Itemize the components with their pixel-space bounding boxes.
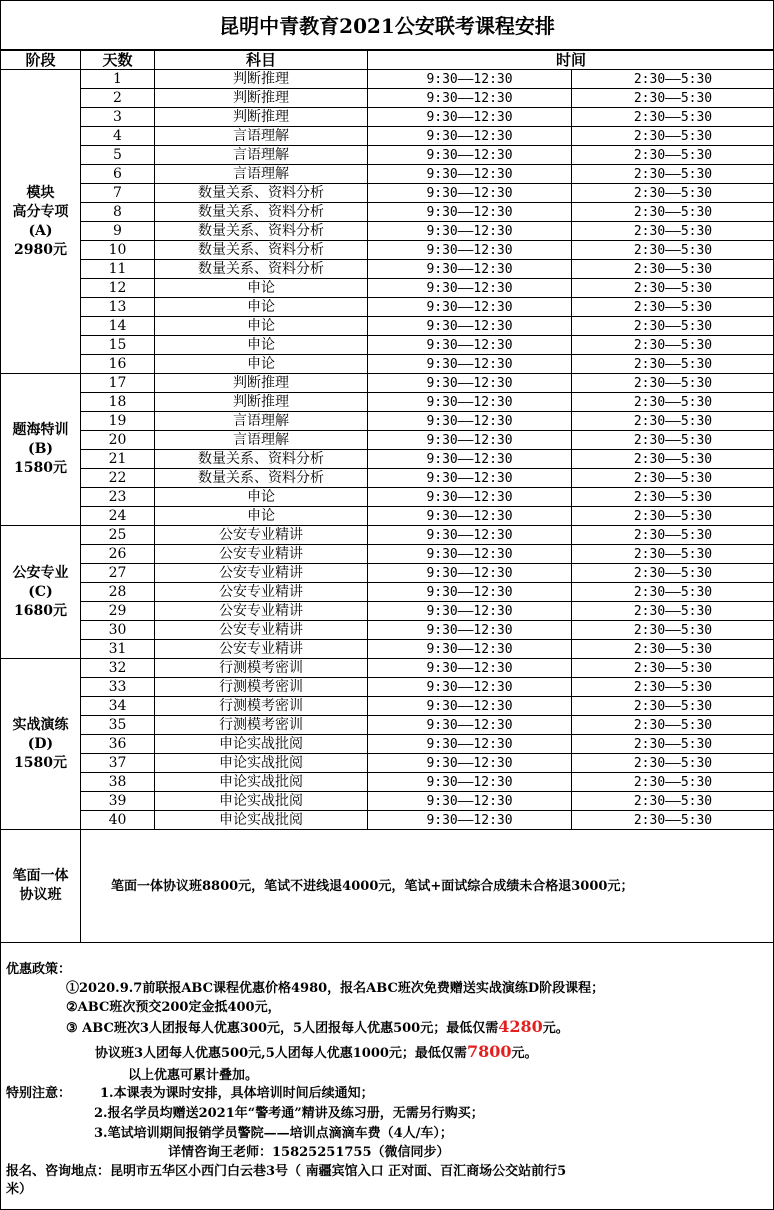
- table-row: [1, 545, 774, 564]
- afternoon-time-cell: 2:30——5:30: [572, 754, 774, 773]
- morning-time-cell: 9:30——12:30: [368, 298, 572, 317]
- afternoon-time-cell: 2:30——5:30: [572, 811, 774, 830]
- morning-time-cell: 9:30——12:30: [368, 355, 572, 374]
- subject-cell: 公安专业精讲: [155, 564, 368, 583]
- subject-cell: 判断推理: [155, 89, 368, 108]
- day-cell: 14: [81, 317, 155, 336]
- day-cell: 35: [81, 716, 155, 735]
- subject-cell: 判断推理: [155, 393, 368, 412]
- subject-cell: 申论实战批阅: [155, 773, 368, 792]
- afternoon-time-cell: 2:30——5:30: [572, 507, 774, 526]
- subject-cell: 数量关系、资料分析: [155, 203, 368, 222]
- day-cell: 38: [81, 773, 155, 792]
- header-subject: 科目: [155, 51, 368, 70]
- subject-cell: 申论实战批阅: [155, 811, 368, 830]
- subject-cell: 公安专业精讲: [155, 545, 368, 564]
- table-row: [1, 127, 774, 146]
- morning-time-cell: 9:30——12:30: [368, 279, 572, 298]
- phase-label-line: (B): [27, 441, 54, 457]
- afternoon-time-cell: 2:30——5:30: [572, 165, 774, 184]
- table-row: [1, 640, 774, 659]
- table-row: [1, 279, 774, 298]
- morning-time-cell: 9:30——12:30: [368, 735, 572, 754]
- day-cell: 28: [81, 583, 155, 602]
- table-row: [1, 754, 774, 773]
- table-row: [1, 621, 774, 640]
- policy-item-4-suffix: 元。: [511, 1046, 538, 1061]
- subject-cell: 行测模考密训: [155, 678, 368, 697]
- subject-cell: 判断推理: [155, 70, 368, 89]
- day-cell: 3: [81, 108, 155, 127]
- morning-time-cell: 9:30——12:30: [368, 184, 572, 203]
- subject-cell: 言语理解: [155, 165, 368, 184]
- phase-label-line: 1580元: [14, 460, 67, 476]
- day-cell: 20: [81, 431, 155, 450]
- combo-description: 笔面一体协议班8800元，笔试不进线退4000元，笔试+面试综合成绩未合格退3000元；: [81, 830, 774, 943]
- subject-cell: 数量关系、资料分析: [155, 184, 368, 203]
- afternoon-time-cell: 2:30——5:30: [572, 222, 774, 241]
- subject-cell: 数量关系、资料分析: [155, 469, 368, 488]
- schedule-body: [1, 70, 774, 943]
- combo-label: [1, 830, 81, 943]
- morning-time-cell: 9:30——12:30: [368, 640, 572, 659]
- morning-time-cell: 9:30——12:30: [368, 89, 572, 108]
- afternoon-time-cell: 2:30——5:30: [572, 393, 774, 412]
- phase-label-line: 模块: [26, 184, 55, 201]
- table-row: [1, 583, 774, 602]
- day-cell: 9: [81, 222, 155, 241]
- table-row: [1, 374, 774, 393]
- day-cell: 26: [81, 545, 155, 564]
- morning-time-cell: 9:30——12:30: [368, 70, 572, 89]
- subject-cell: 申论: [155, 355, 368, 374]
- subject-cell: 公安专业精讲: [155, 640, 368, 659]
- morning-time-cell: 9:30——12:30: [368, 203, 572, 222]
- table-row: [1, 678, 774, 697]
- table-row: [1, 184, 774, 203]
- morning-time-cell: 9:30——12:30: [368, 260, 572, 279]
- special-item-1: 1.本课表为课时安排，具体培训时间后续通知；: [100, 1086, 374, 1101]
- phase-label-line: 1580元: [14, 754, 67, 771]
- afternoon-time-cell: 2:30——5:30: [572, 374, 774, 393]
- morning-time-cell: 9:30——12:30: [368, 602, 572, 621]
- table-row: [1, 811, 774, 830]
- day-cell: 6: [81, 165, 155, 184]
- table-row: [1, 165, 774, 184]
- phase-label-line: (D): [27, 735, 54, 752]
- subject-cell: 判断推理: [155, 108, 368, 127]
- day-cell: 30: [81, 621, 155, 640]
- subject-cell: 行测模考密训: [155, 659, 368, 678]
- table-row: [1, 735, 774, 754]
- day-cell: 4: [81, 127, 155, 146]
- day-cell: 17: [81, 374, 155, 393]
- day-cell: 33: [81, 678, 155, 697]
- day-cell: 34: [81, 697, 155, 716]
- combo-row: [1, 830, 774, 943]
- day-cell: 10: [81, 241, 155, 260]
- policy-item-4-price: 7800: [466, 1042, 512, 1061]
- afternoon-time-cell: 2:30——5:30: [572, 792, 774, 811]
- phase-label-line: 题海特训: [12, 422, 69, 438]
- table-row: [1, 298, 774, 317]
- day-cell: 40: [81, 811, 155, 830]
- special-item-2: 2.报名学员均赠送2021年“警考通”精讲及练习册，无需另行购买；: [94, 1106, 484, 1121]
- afternoon-time-cell: 2:30——5:30: [572, 716, 774, 735]
- afternoon-time-cell: 2:30——5:30: [572, 564, 774, 583]
- afternoon-time-cell: 2:30——5:30: [572, 773, 774, 792]
- phase-label-line: 实战演练: [12, 716, 69, 733]
- subject-cell: 言语理解: [155, 412, 368, 431]
- morning-time-cell: 9:30——12:30: [368, 583, 572, 602]
- header-phase: 阶段: [1, 51, 81, 70]
- morning-time-cell: 9:30——12:30: [368, 621, 572, 640]
- address-line-2: 米）: [6, 1182, 33, 1197]
- day-cell: 18: [81, 393, 155, 412]
- afternoon-time-cell: 2:30——5:30: [572, 108, 774, 127]
- morning-time-cell: 9:30——12:30: [368, 336, 572, 355]
- subject-cell: 数量关系、资料分析: [155, 241, 368, 260]
- day-cell: 2: [81, 89, 155, 108]
- afternoon-time-cell: 2:30——5:30: [572, 279, 774, 298]
- afternoon-time-cell: 2:30——5:30: [572, 602, 774, 621]
- afternoon-time-cell: 2:30——5:30: [572, 127, 774, 146]
- afternoon-time-cell: 2:30——5:30: [572, 70, 774, 89]
- subject-cell: 申论实战批阅: [155, 735, 368, 754]
- header-day: 天数: [81, 51, 155, 70]
- day-cell: 39: [81, 792, 155, 811]
- phase-label-line: 公安专业: [12, 564, 69, 581]
- afternoon-time-cell: 2:30——5:30: [572, 735, 774, 754]
- morning-time-cell: 9:30——12:30: [368, 811, 572, 830]
- subject-cell: 申论: [155, 317, 368, 336]
- day-cell: 31: [81, 640, 155, 659]
- subject-cell: 公安专业精讲: [155, 583, 368, 602]
- special-item-3: 3.笔试培训期间报销学员警院——培训点滴滴车费（4人/车）；: [94, 1126, 453, 1141]
- policy-item-2: ②ABC班次预交200定金抵400元，: [66, 1000, 281, 1015]
- table-row: [1, 146, 774, 165]
- morning-time-cell: 9:30——12:30: [368, 697, 572, 716]
- phase-label: [1, 659, 81, 830]
- header-time: 时间: [368, 51, 774, 70]
- table-row: [1, 260, 774, 279]
- afternoon-time-cell: 2:30——5:30: [572, 678, 774, 697]
- combo-label-line: 笔面一体: [12, 868, 69, 884]
- day-cell: 24: [81, 507, 155, 526]
- subject-cell: 行测模考密训: [155, 697, 368, 716]
- table-row: [1, 70, 774, 89]
- morning-time-cell: 9:30——12:30: [368, 678, 572, 697]
- day-cell: 37: [81, 754, 155, 773]
- phase-label-line: 2980元: [14, 241, 67, 258]
- subject-cell: 行测模考密训: [155, 716, 368, 735]
- table-row: [1, 450, 774, 469]
- policy-item-3-suffix: 元。: [542, 1021, 569, 1036]
- morning-time-cell: 9:30——12:30: [368, 374, 572, 393]
- afternoon-time-cell: 2:30——5:30: [572, 89, 774, 108]
- policy-item-3-price: 4280: [498, 1017, 543, 1036]
- table-row: [1, 469, 774, 488]
- subject-cell: 数量关系、资料分析: [155, 222, 368, 241]
- morning-time-cell: 9:30——12:30: [368, 127, 572, 146]
- afternoon-time-cell: 2:30——5:30: [572, 583, 774, 602]
- day-cell: 23: [81, 488, 155, 507]
- morning-time-cell: 9:30——12:30: [368, 412, 572, 431]
- subject-cell: 申论实战批阅: [155, 754, 368, 773]
- day-cell: 5: [81, 146, 155, 165]
- morning-time-cell: 9:30——12:30: [368, 792, 572, 811]
- subject-cell: 公安专业精讲: [155, 526, 368, 545]
- morning-time-cell: 9:30——12:30: [368, 507, 572, 526]
- afternoon-time-cell: 2:30——5:30: [572, 298, 774, 317]
- afternoon-time-cell: 2:30——5:30: [572, 184, 774, 203]
- table-row: [1, 317, 774, 336]
- morning-time-cell: 9:30——12:30: [368, 317, 572, 336]
- day-cell: 15: [81, 336, 155, 355]
- morning-time-cell: 9:30——12:30: [368, 108, 572, 127]
- address-line-1: 报名、咨询地点：昆明市五华区小西门白云巷3号（ 南疆宾馆入口 正对面、百汇商场公交站前行5: [6, 1164, 567, 1179]
- afternoon-time-cell: 2:30——5:30: [572, 203, 774, 222]
- day-cell: 1: [81, 70, 155, 89]
- day-cell: 7: [81, 184, 155, 203]
- afternoon-time-cell: 2:30——5:30: [572, 241, 774, 260]
- morning-time-cell: 9:30——12:30: [368, 222, 572, 241]
- afternoon-time-cell: 2:30——5:30: [572, 450, 774, 469]
- policy-item-3-text: ③ ABC班次3人团报每人优惠300元，5人团报每人优惠500元；最低仅需: [66, 1021, 499, 1036]
- table-row: [1, 716, 774, 735]
- policy-item-1: ①2020.9.7前联报ABC课程优惠价格4980，报名ABC班次免费赠送实战演练D阶段课程；: [66, 981, 605, 996]
- day-cell: 13: [81, 298, 155, 317]
- afternoon-time-cell: 2:30——5:30: [572, 336, 774, 355]
- table-row: [1, 412, 774, 431]
- subject-cell: 数量关系、资料分析: [155, 450, 368, 469]
- table-row: [1, 222, 774, 241]
- phase-label-line: (A): [28, 222, 53, 239]
- policy-stack-note: 以上优惠可累计叠加。: [128, 1068, 259, 1083]
- morning-time-cell: 9:30——12:30: [368, 393, 572, 412]
- table-row: [1, 773, 774, 792]
- morning-time-cell: 9:30——12:30: [368, 165, 572, 184]
- day-cell: 36: [81, 735, 155, 754]
- afternoon-time-cell: 2:30——5:30: [572, 697, 774, 716]
- table-row: [1, 659, 774, 678]
- subject-cell: 申论: [155, 336, 368, 355]
- morning-time-cell: 9:30——12:30: [368, 545, 572, 564]
- combo-label-line: 协议班: [19, 887, 62, 903]
- day-cell: 12: [81, 279, 155, 298]
- day-cell: 21: [81, 450, 155, 469]
- afternoon-time-cell: 2:30——5:30: [572, 260, 774, 279]
- morning-time-cell: 9:30——12:30: [368, 564, 572, 583]
- morning-time-cell: 9:30——12:30: [368, 146, 572, 165]
- morning-time-cell: 9:30——12:30: [368, 469, 572, 488]
- table-row: [1, 602, 774, 621]
- morning-time-cell: 9:30——12:30: [368, 716, 572, 735]
- day-cell: 29: [81, 602, 155, 621]
- day-cell: 27: [81, 564, 155, 583]
- policy-item-4: [95, 1042, 537, 1061]
- afternoon-time-cell: 2:30——5:30: [572, 431, 774, 450]
- morning-time-cell: 9:30——12:30: [368, 659, 572, 678]
- phase-label-line: 高分专项: [12, 203, 69, 220]
- table-row: [1, 564, 774, 583]
- afternoon-time-cell: 2:30——5:30: [572, 355, 774, 374]
- morning-time-cell: 9:30——12:30: [368, 754, 572, 773]
- morning-time-cell: 9:30——12:30: [368, 526, 572, 545]
- subject-cell: 申论实战批阅: [155, 792, 368, 811]
- afternoon-time-cell: 2:30——5:30: [572, 545, 774, 564]
- table-row: [1, 336, 774, 355]
- subject-cell: 言语理解: [155, 431, 368, 450]
- table-row: [1, 203, 774, 222]
- table-row: [1, 526, 774, 545]
- policy-item-3: [66, 1017, 569, 1036]
- subject-cell: 公安专业精讲: [155, 602, 368, 621]
- day-cell: 11: [81, 260, 155, 279]
- afternoon-time-cell: 2:30——5:30: [572, 526, 774, 545]
- subject-cell: 判断推理: [155, 374, 368, 393]
- table-row: [1, 108, 774, 127]
- afternoon-time-cell: 2:30——5:30: [572, 488, 774, 507]
- morning-time-cell: 9:30——12:30: [368, 773, 572, 792]
- table-row: [1, 792, 774, 811]
- day-cell: 19: [81, 412, 155, 431]
- afternoon-time-cell: 2:30——5:30: [572, 469, 774, 488]
- special-title: 特别注意：: [6, 1086, 72, 1101]
- morning-time-cell: 9:30——12:30: [368, 241, 572, 260]
- table-row: [1, 507, 774, 526]
- day-cell: 8: [81, 203, 155, 222]
- day-cell: 16: [81, 355, 155, 374]
- day-cell: 22: [81, 469, 155, 488]
- contact-line: 详情咨询王老师：15825251755（微信同步）: [168, 1145, 450, 1160]
- table-row: [1, 241, 774, 260]
- subject-cell: 申论: [155, 507, 368, 526]
- day-cell: 32: [81, 659, 155, 678]
- page-title: 昆明中青教育2021公安联考课程安排: [0, 0, 774, 50]
- afternoon-time-cell: 2:30——5:30: [572, 640, 774, 659]
- table-row: [1, 393, 774, 412]
- afternoon-time-cell: 2:30——5:30: [572, 146, 774, 165]
- phase-label: [1, 526, 81, 659]
- morning-time-cell: 9:30——12:30: [368, 450, 572, 469]
- afternoon-time-cell: 2:30——5:30: [572, 412, 774, 431]
- table-row: [1, 431, 774, 450]
- subject-cell: 言语理解: [155, 146, 368, 165]
- table-row: [1, 89, 774, 108]
- morning-time-cell: 9:30——12:30: [368, 431, 572, 450]
- subject-cell: 申论: [155, 279, 368, 298]
- notes-section: [0, 941, 774, 1210]
- phase-label-line: (C): [28, 583, 53, 600]
- afternoon-time-cell: 2:30——5:30: [572, 621, 774, 640]
- subject-cell: 申论: [155, 298, 368, 317]
- policy-title: 优惠政策：: [6, 962, 72, 977]
- table-row: [1, 355, 774, 374]
- schedule-table: [0, 50, 774, 943]
- afternoon-time-cell: 2:30——5:30: [572, 317, 774, 336]
- day-cell: 25: [81, 526, 155, 545]
- morning-time-cell: 9:30——12:30: [368, 488, 572, 507]
- table-row: [1, 488, 774, 507]
- table-row: [1, 697, 774, 716]
- phase-label: [1, 374, 81, 526]
- subject-cell: 公安专业精讲: [155, 621, 368, 640]
- subject-cell: 数量关系、资料分析: [155, 260, 368, 279]
- phase-label: [1, 70, 81, 374]
- afternoon-time-cell: 2:30——5:30: [572, 659, 774, 678]
- subject-cell: 言语理解: [155, 127, 368, 146]
- subject-cell: 申论: [155, 488, 368, 507]
- phase-label-line: 1680元: [14, 602, 67, 619]
- policy-item-4-text: 协议班3人团每人优惠500元,5人团每人优惠1000元；最低仅需: [95, 1046, 467, 1061]
